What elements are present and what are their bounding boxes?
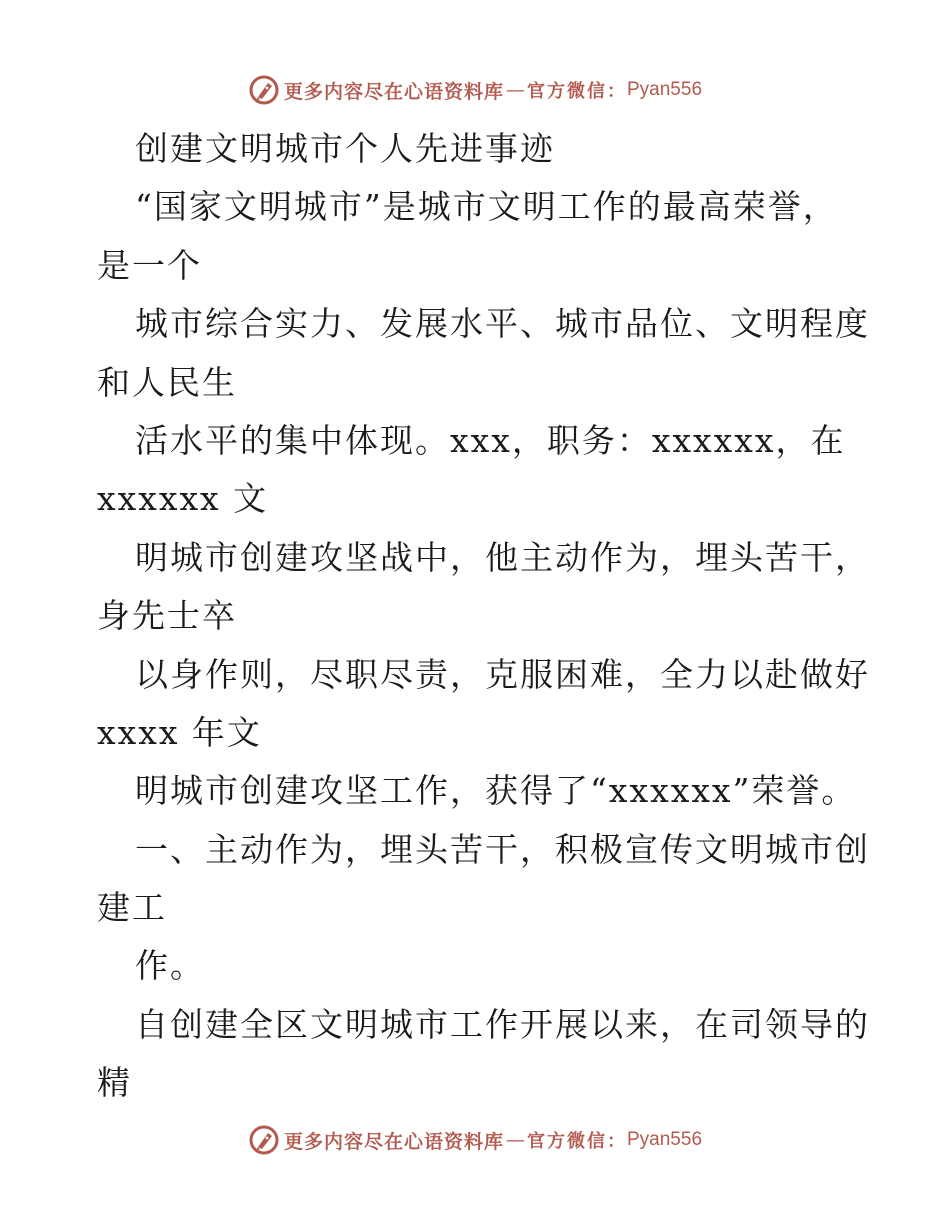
document-line: 精 <box>97 1063 132 1103</box>
document-line: 明城市创建攻坚战中，他主动作为，埋头苦干， <box>135 537 870 577</box>
document-line: 是一个 <box>97 245 202 285</box>
document-line: 和人民生 <box>97 362 237 402</box>
document-line: xxxx 年文 <box>97 712 262 752</box>
banner-slogan: 更多内容尽在心语资料库 <box>283 1130 504 1153</box>
document-line: 建工 <box>97 888 167 928</box>
document-line: 身先士卒 <box>97 596 237 636</box>
banner-slogan: 更多内容尽在心语资料库 <box>283 80 504 103</box>
document-line: 活水平的集中体现。xxx，职务：xxxxxx，在 <box>135 420 846 460</box>
banner-wechat-label: 官方微信： <box>527 81 627 102</box>
footer-banner <box>0 1120 950 1160</box>
banner-separator: — <box>506 1129 525 1151</box>
document-line: 城市综合实力、发展水平、城市品位、文明程度 <box>135 304 870 344</box>
document-line: 一、主动作为，埋头苦干，积极宣传文明城市创 <box>135 829 870 869</box>
pen-nib-logo-icon <box>248 1124 280 1156</box>
document-line: 自创建全区文明城市工作开展以来，在司领导的 <box>135 1004 870 1044</box>
banner-wechat-id: Pyan556 <box>627 1129 703 1150</box>
document-body <box>97 120 870 1113</box>
document-line: 明城市创建攻坚工作，获得了“xxxxxx”荣誉。 <box>135 771 857 811</box>
pen-nib-logo-icon <box>248 74 280 106</box>
banner-wechat-label: 官方微信： <box>527 1131 627 1152</box>
document-line: 以身作则，尽职尽责，克服困难，全力以赴做好 <box>135 654 870 694</box>
banner-separator: — <box>506 79 525 101</box>
document-line: 创建文明城市个人先进事迹 <box>135 129 555 168</box>
header-banner <box>0 70 950 110</box>
document-line: xxxxxx 文 <box>97 479 269 519</box>
document-line: “国家文明城市”是城市文明工作的最高荣誉， <box>135 187 838 227</box>
banner-wechat-id: Pyan556 <box>627 79 703 100</box>
document-line: 作。 <box>135 946 205 986</box>
